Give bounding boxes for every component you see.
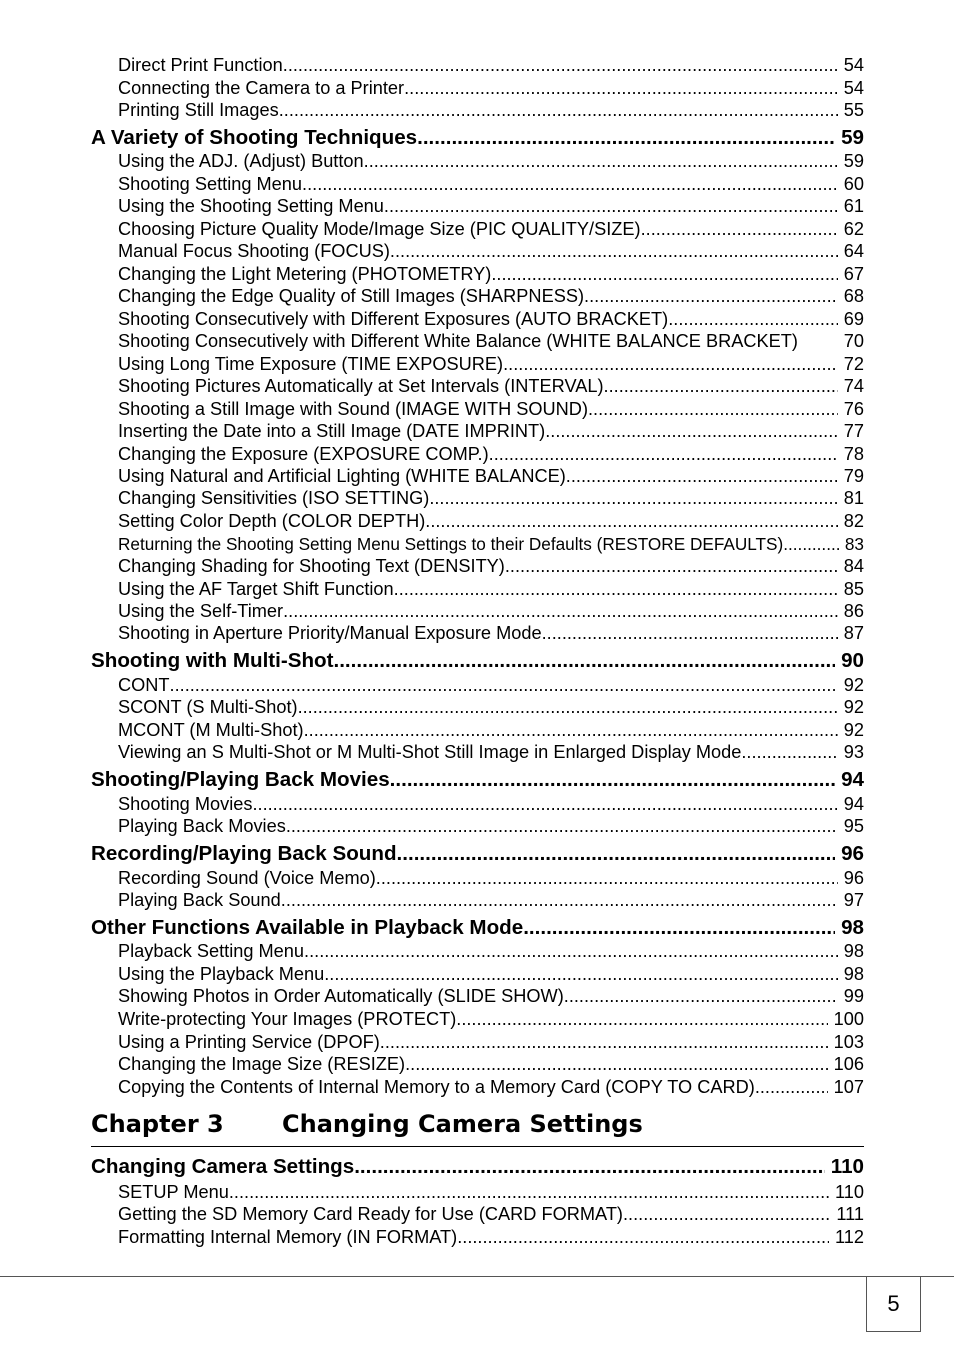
toc-entry (118, 421, 864, 443)
chapter-title: Changing Camera Settings (282, 1110, 643, 1138)
toc-entry (118, 794, 864, 816)
toc-entry (118, 1054, 864, 1076)
toc-entry-title: Manual Focus Shooting (FOCUS) (118, 241, 390, 261)
toc-leader-dots (324, 964, 838, 985)
chapter-heading (91, 1108, 864, 1147)
toc-leader-dots (783, 534, 839, 555)
toc-page-number: 69 (843, 309, 864, 329)
toc-entry-title: Changing the Light Metering (PHOTOMETRY) (118, 264, 492, 284)
toc-leader-dots (229, 1182, 829, 1203)
toc-entry (118, 964, 864, 986)
toc-page-number: 77 (843, 421, 864, 441)
toc-section-title: A Variety of Shooting Techniques (91, 126, 418, 149)
toc-entry (118, 466, 864, 488)
toc-page-number: 85 (843, 579, 864, 599)
toc-entry-title: Showing Photos in Order Automatically (SLIDE SHOW) (118, 986, 564, 1006)
toc-entry-title: Shooting Consecutively with Different Exposures (AUTO BRACKET) (118, 309, 669, 329)
toc-entry (118, 55, 864, 77)
toc-leader-dots (588, 399, 838, 420)
toc-page-number: 70 (843, 331, 864, 351)
toc-page-number: 93 (843, 742, 864, 762)
toc-page-number: 54 (843, 78, 864, 98)
toc-page-number: 76 (843, 399, 864, 419)
toc-page-number: 83 (844, 534, 864, 554)
toc-leader-dots (456, 1009, 827, 1030)
toc-entry (118, 720, 864, 742)
toc-leader-dots (304, 720, 838, 741)
toc-entry-title: Viewing an S Multi-Shot or M Multi-Shot Still Image in Enlarged Display Mode (118, 742, 742, 762)
toc-leader-dots (604, 376, 838, 397)
toc-leader-dots (252, 794, 837, 815)
toc-entry-title: Setting Color Depth (COLOR DEPTH) (118, 511, 426, 531)
toc-entry (118, 742, 864, 764)
toc-entry-title: Returning the Shooting Setting Menu Settings to their Defaults (RESTORE DEFAULTS) (118, 534, 784, 554)
toc-page-number: 110 (835, 1182, 864, 1202)
toc-entry-title: Changing the Edge Quality of Still Images (SHARPNESS) (118, 286, 585, 306)
toc-entry (118, 78, 864, 100)
toc-leader-dots (281, 890, 838, 911)
toc-page-number: 82 (843, 511, 864, 531)
toc-leader-dots (170, 675, 838, 696)
toc-page-number: 86 (843, 601, 864, 621)
toc-page-number: 87 (843, 623, 864, 643)
toc-entry-title: Changing the Exposure (EXPOSURE COMP.) (118, 444, 489, 464)
toc-entry (118, 151, 864, 173)
toc-page-number: 92 (843, 697, 864, 717)
toc-page-number: 62 (843, 219, 864, 239)
toc-section-title: Shooting/Playing Back Movies (91, 768, 390, 791)
toc-entry-title: Playing Back Movies (118, 816, 286, 836)
toc-page-number: 61 (843, 196, 864, 216)
toc-leader-dots (741, 742, 837, 763)
toc-page-number: 106 (833, 1054, 864, 1074)
toc-leader-dots (623, 1204, 830, 1225)
toc-leader-dots (457, 1227, 829, 1248)
toc-entry (118, 697, 864, 719)
toc-page-number: 94 (841, 768, 864, 791)
toc-entry-title: Shooting Pictures Automatically at Set Intervals (INTERVAL) (118, 376, 604, 396)
page-number: 5 (887, 1290, 900, 1316)
toc-entry-title: Changing Sensitivities (ISO SETTING) (118, 488, 430, 508)
toc-entry (118, 241, 864, 263)
toc-leader-dots (755, 1077, 828, 1098)
toc-entry-title: Formatting Internal Memory (IN FORMAT) (118, 1227, 458, 1247)
toc-entry (118, 286, 864, 308)
toc-page-number: 64 (843, 241, 864, 261)
toc-section (91, 126, 864, 152)
toc-section-title: Recording/Playing Back Sound (91, 842, 397, 865)
toc-entry-title: Printing Still Images (118, 100, 279, 120)
toc-leader-dots (668, 309, 838, 330)
toc-page-number: 110 (830, 1155, 864, 1178)
toc-entry-title: Using the Self-Timer (118, 601, 284, 621)
toc-leader-dots (279, 100, 838, 121)
footer-rule (0, 1276, 954, 1277)
toc-entry-title: Shooting Movies (118, 794, 253, 814)
toc-entry (118, 444, 864, 466)
toc-entry (118, 601, 864, 623)
toc-leader-dots (523, 916, 835, 940)
toc-leader-dots (425, 511, 838, 532)
toc-entry-title: Using the Playback Menu (118, 964, 325, 984)
toc-leader-dots (417, 126, 835, 150)
toc-leader-dots (503, 354, 838, 375)
toc-page-number: 98 (843, 941, 864, 961)
toc-leader-dots (405, 1054, 828, 1075)
toc-entry (118, 219, 864, 241)
toc-leader-dots (505, 556, 838, 577)
toc-page-number: 111 (836, 1204, 864, 1224)
toc-entry-title: Shooting a Still Image with Sound (IMAGE WITH SOUND) (118, 399, 588, 419)
toc-page-number: 59 (843, 151, 864, 171)
toc-entry (118, 399, 864, 421)
toc-section-title: Other Functions Available in Playback Mode (91, 916, 524, 939)
toc-entry (118, 1009, 864, 1031)
toc-leader-dots (283, 601, 838, 622)
toc-leader-dots (404, 78, 838, 99)
toc-section (91, 768, 864, 794)
toc-entry-title: Using a Printing Service (DPOF) (118, 1032, 380, 1052)
toc-leader-dots (545, 421, 838, 442)
toc-entry-title: Using the AF Target Shift Function (118, 579, 394, 599)
toc-entry (118, 1204, 864, 1226)
toc-leader-dots (333, 649, 835, 673)
toc-leader-dots (491, 264, 837, 285)
toc-entry (118, 986, 864, 1008)
toc-page-number: 99 (843, 986, 864, 1006)
toc-entry (118, 579, 864, 601)
toc-leader-dots (390, 768, 835, 792)
toc-entry (118, 623, 864, 645)
toc-page-number: 81 (843, 488, 864, 508)
toc-leader-dots (397, 842, 836, 866)
toc-entry (118, 376, 864, 398)
toc-leader-dots (641, 219, 838, 240)
toc-page-number: 78 (843, 444, 864, 464)
toc-page-number: 74 (843, 376, 864, 396)
toc-entry-title: Copying the Contents of Internal Memory to a Memory Card (COPY TO CARD) (118, 1077, 755, 1097)
toc-leader-dots (298, 697, 838, 718)
chapter-number: Chapter 3 (91, 1110, 224, 1138)
toc-section (91, 1155, 864, 1181)
toc-leader-dots (390, 241, 838, 262)
toc-leader-dots (429, 488, 837, 509)
toc-leader-dots (286, 816, 838, 837)
toc-leader-dots (489, 444, 838, 465)
toc-page-number: 94 (843, 794, 864, 814)
toc-leader-dots (566, 466, 838, 487)
toc-entry (118, 331, 864, 353)
toc-entry (118, 1227, 864, 1249)
toc-leader-dots (564, 986, 838, 1007)
toc-section-title: Changing Camera Settings (91, 1155, 355, 1178)
toc-section (91, 842, 864, 868)
toc-entry (118, 511, 864, 533)
toc-entry-title: Playing Back Sound (118, 890, 281, 910)
toc-entry (118, 264, 864, 286)
toc-section (91, 649, 864, 675)
toc-page-number: 96 (841, 842, 864, 865)
toc-entry-title: Using Natural and Artificial Lighting (WHITE BALANCE) (118, 466, 566, 486)
toc-entry (118, 890, 864, 912)
toc-section (91, 916, 864, 942)
toc-entry (118, 1032, 864, 1054)
toc-leader-dots (542, 623, 838, 644)
toc-entry (118, 309, 864, 331)
toc-entry-title: Shooting Setting Menu (118, 174, 303, 194)
toc-leader-dots (302, 174, 838, 195)
toc-page-number: 97 (843, 890, 864, 910)
toc-entry (118, 174, 864, 196)
toc-leader-dots (283, 55, 838, 76)
toc-section-title: Shooting with Multi-Shot (91, 649, 334, 672)
toc-page-number: 95 (843, 816, 864, 836)
toc-entry (118, 675, 864, 697)
toc-entry (118, 556, 864, 578)
toc-page-number: 98 (843, 964, 864, 984)
toc-page-number: 72 (843, 354, 864, 374)
page-number-box (866, 1276, 921, 1332)
toc-entry-title: Write-protecting Your Images (PROTECT) (118, 1009, 457, 1029)
toc-entry-title: Shooting in Aperture Priority/Manual Exposure Mode (118, 623, 542, 643)
toc-leader-dots (376, 868, 838, 889)
toc-entry (118, 354, 864, 376)
toc-entry-title: SETUP Menu (118, 1182, 229, 1202)
toc-page-number: 90 (841, 649, 864, 672)
toc-page-number: 107 (833, 1077, 864, 1097)
toc-entry (118, 816, 864, 838)
toc-entry-title: Direct Print Function (118, 55, 283, 75)
toc-entry-title: Getting the SD Memory Card Ready for Use (CARD FORMAT) (118, 1204, 623, 1224)
toc-entry-title: Changing Shading for Shooting Text (DENSITY) (118, 556, 505, 576)
toc-entry-title: Choosing Picture Quality Mode/Image Size (PIC QUALITY/SIZE) (118, 219, 641, 239)
toc-page-number: 112 (835, 1227, 864, 1247)
toc-page-number: 68 (843, 286, 864, 306)
toc-entry (118, 196, 864, 218)
toc-page-number: 96 (843, 868, 864, 888)
toc-leader-dots (364, 151, 838, 172)
toc-leader-dots (584, 286, 838, 307)
toc-page-number: 92 (843, 720, 864, 740)
toc-entry-title: Using Long Time Exposure (TIME EXPOSURE) (118, 354, 504, 374)
toc-entry-title: Connecting the Camera to a Printer (118, 78, 405, 98)
toc-entry (118, 488, 864, 510)
toc-entry-title: CONT (118, 675, 170, 695)
toc-entry-title: Inserting the Date into a Still Image (DATE IMPRINT) (118, 421, 546, 441)
toc-leader-dots (380, 1032, 828, 1053)
toc-page-number: 103 (833, 1032, 864, 1052)
toc-leader-dots (304, 941, 838, 962)
toc-entry (118, 941, 864, 963)
toc-page-number: 55 (843, 100, 864, 120)
toc-leader-dots (354, 1155, 825, 1179)
toc-entry-title: Changing the Image Size (RESIZE) (118, 1054, 406, 1074)
toc-entry-title: Shooting Consecutively with Different White Balance (WHITE BALANCE BRACKET) (118, 331, 798, 351)
toc-entry-title: Playback Setting Menu (118, 941, 305, 961)
toc-leader-dots (394, 579, 838, 600)
toc-entry (118, 100, 864, 122)
toc-page-number: 60 (843, 174, 864, 194)
toc-entry (118, 868, 864, 890)
toc-entry-title: SCONT (S Multi-Shot) (118, 697, 298, 717)
toc-page-number: 79 (843, 466, 864, 486)
toc-entry (118, 1077, 864, 1099)
toc-leader-dots (384, 196, 838, 217)
toc-page-number: 59 (841, 126, 864, 149)
toc-entry (118, 1182, 864, 1204)
toc-page-number: 100 (833, 1009, 864, 1029)
toc-page-number: 54 (843, 55, 864, 75)
toc-page-number: 92 (843, 675, 864, 695)
toc-page-number: 98 (841, 916, 864, 939)
toc-entry-title: Recording Sound (Voice Memo) (118, 868, 376, 888)
toc-entry-title: MCONT (M Multi-Shot) (118, 720, 304, 740)
toc-page-number: 67 (843, 264, 864, 284)
toc-entry (118, 534, 864, 556)
toc-entry-title: Using the Shooting Setting Menu (118, 196, 384, 216)
toc-page-number: 84 (843, 556, 864, 576)
toc-entry-title: Using the ADJ. (Adjust) Button (118, 151, 364, 171)
